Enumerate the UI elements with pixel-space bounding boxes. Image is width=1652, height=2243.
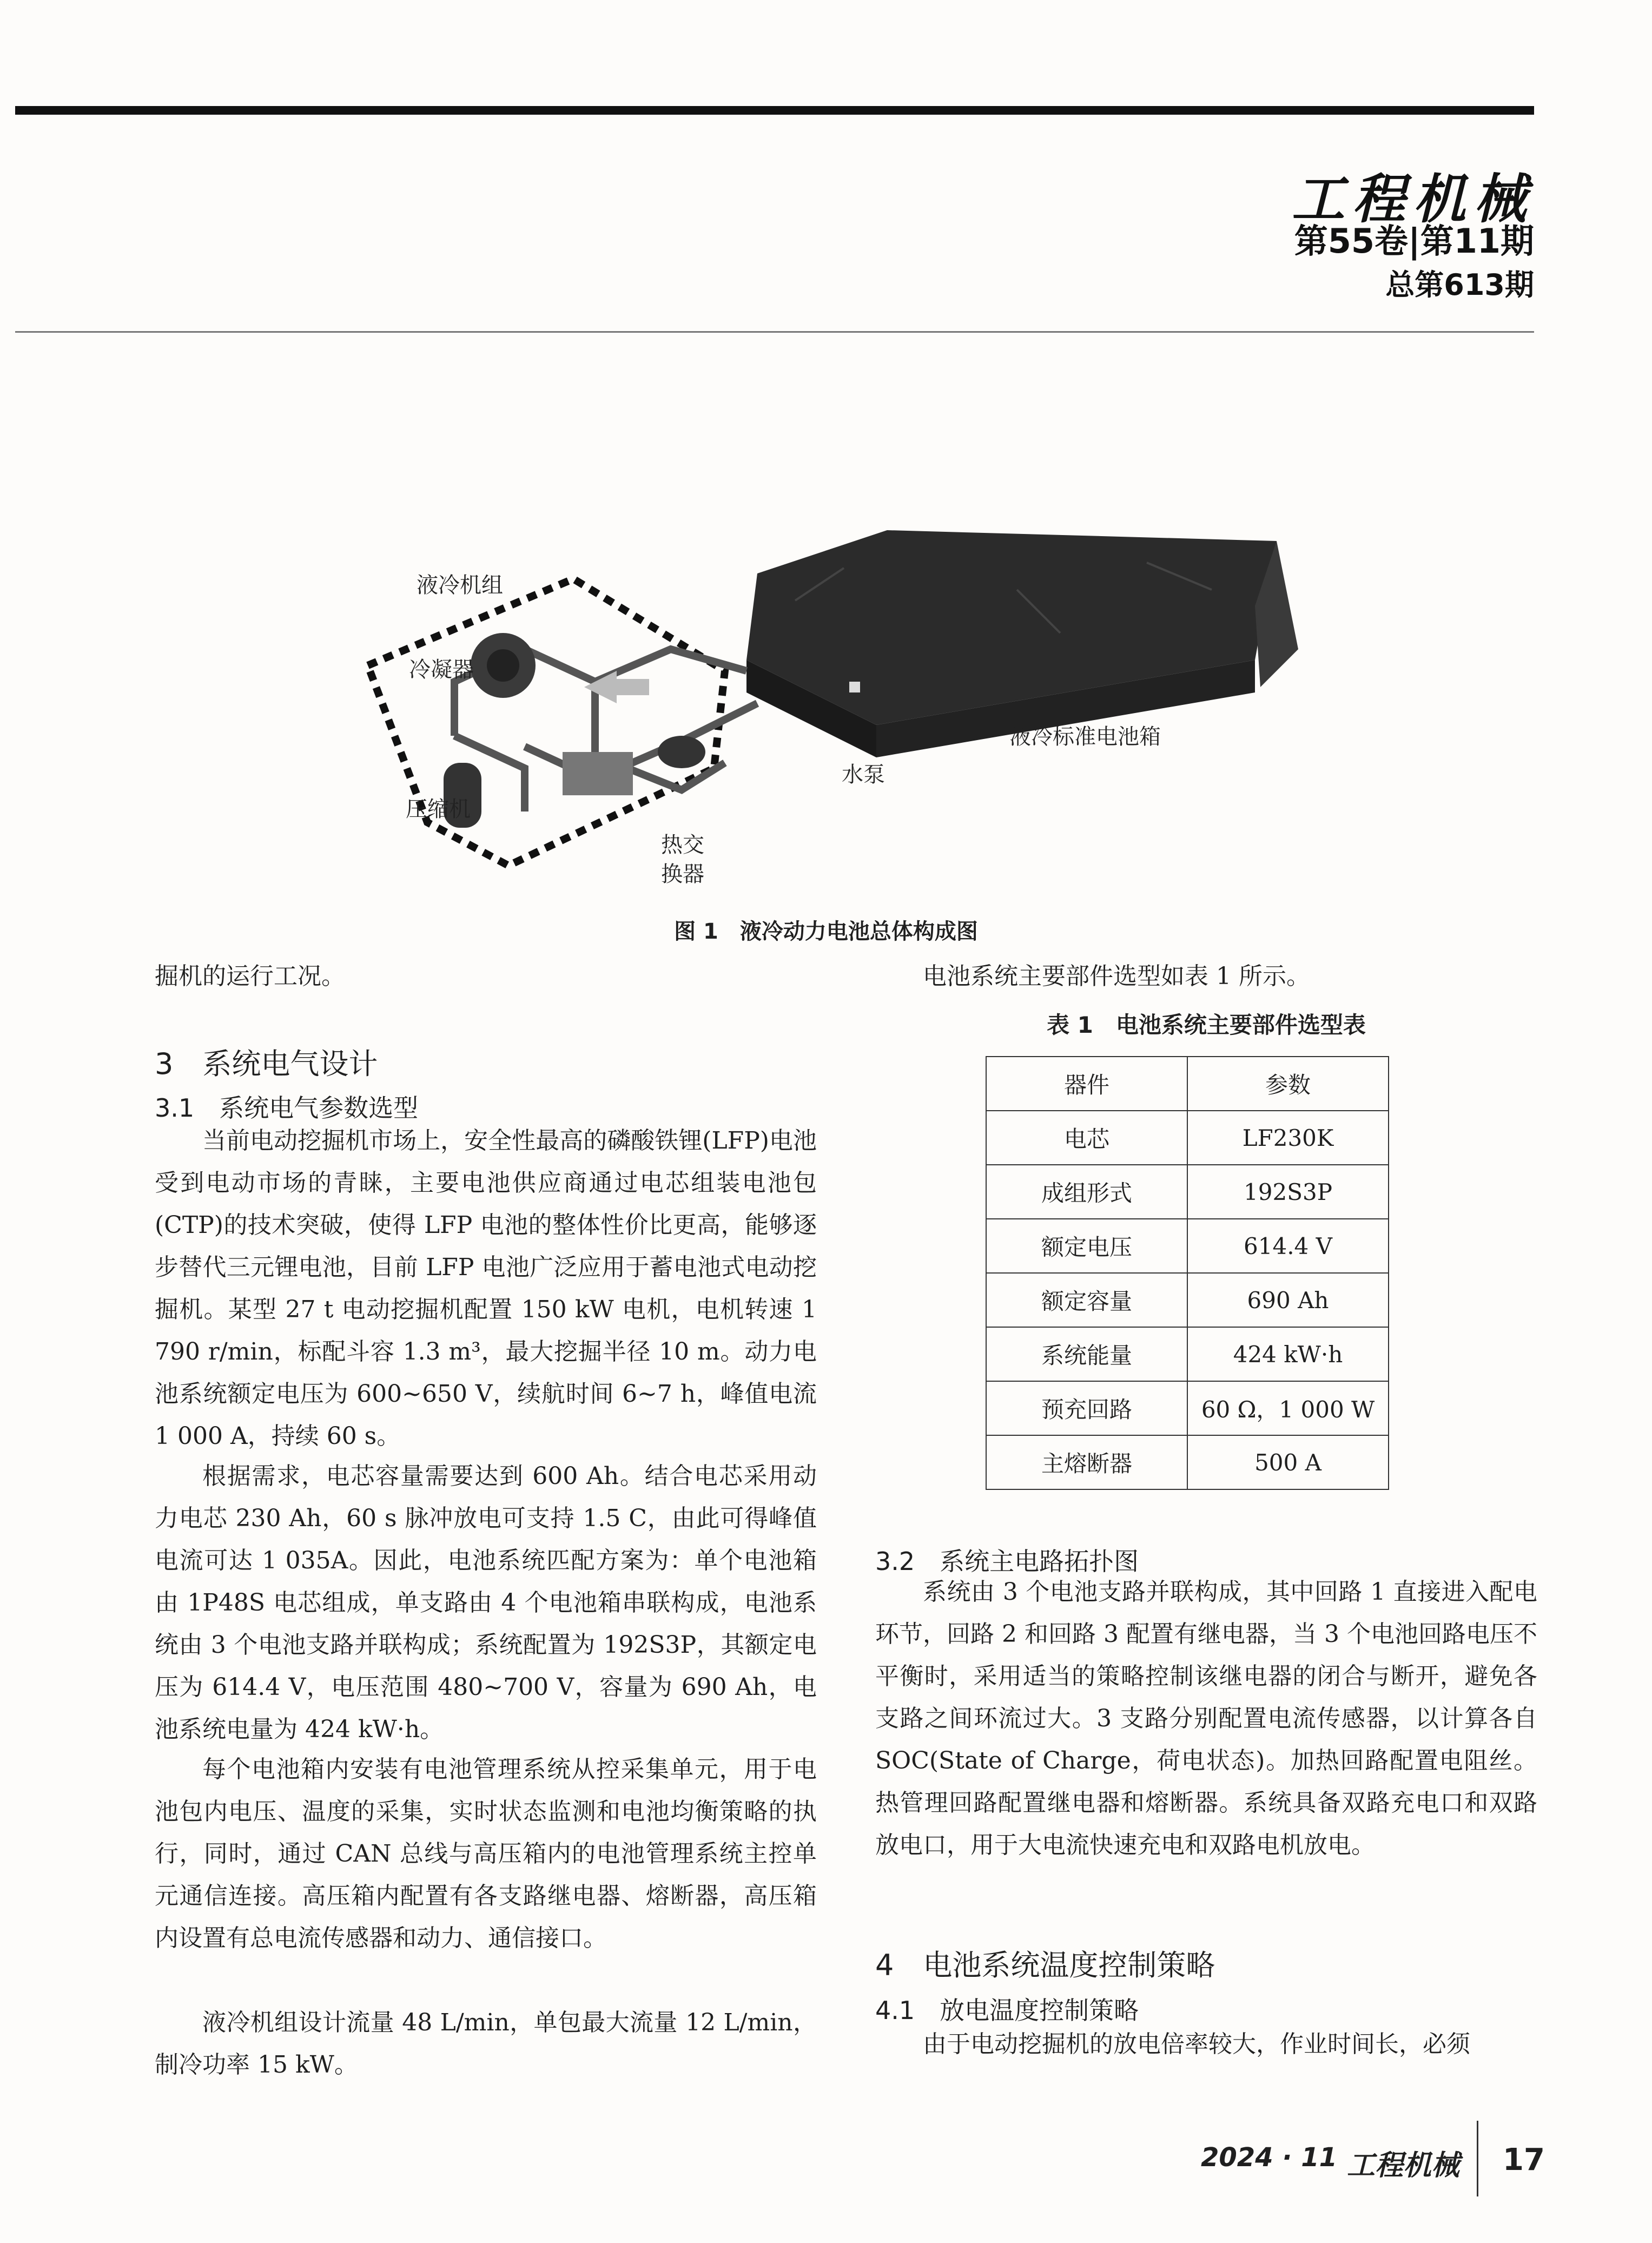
table-row	[986, 1219, 1389, 1273]
label-compressor: 压缩机	[406, 797, 471, 822]
footer-magazine: 工程机械	[1347, 2149, 1460, 2182]
label-chiller-unit: 液冷机组	[417, 573, 503, 598]
figure-battery-system	[346, 509, 1298, 952]
table-cell: 额定电压	[986, 1219, 1187, 1273]
table-header-row	[986, 1057, 1389, 1111]
table-header-cell: 参数	[1187, 1057, 1389, 1111]
table-row	[986, 1273, 1389, 1327]
table-row	[986, 1381, 1389, 1435]
label-heat-exchanger-2: 换器	[661, 862, 704, 887]
heat-exchanger-body	[563, 752, 633, 795]
pump-body	[658, 736, 705, 768]
volume-issue: 第55卷|第11期	[1294, 221, 1534, 261]
left-p3: 每个电池箱内安装有电池管理系统从控采集单元，用于电池包内电压、温度的采集，实时状态监测和电池均衡策略的执行，同时，通过 CAN 总线与高压箱内的电池管理系统主控单元通信连接。高压箱内配置有各支路继电器、熔断器，高压箱内设置有总电流传感器和动力、通信接口。	[155, 1756, 817, 1952]
table-cell: 成组形式	[986, 1165, 1187, 1219]
table-row	[986, 1165, 1389, 1219]
right-p0: 电池系统主要部件选型如表 1 所示。	[923, 962, 1310, 990]
left-p2: 根据需求，电芯容量需要达到 600 Ah。结合电芯采用动力电芯 230 Ah，60 s 脉冲放电可支持 1.5 C，由此可得峰值电流可达 1 035A。因此，电池系统匹配方案为：单个电池箱由 1P48S 电芯组成，单支路由 4 个电池箱串联构成，电池系统由 3 个电池支路并联构成；系统配置为 192S3P，其额定电压为 614.4 V，电压范围 480~700 V，容量为 690 Ah，电池系统电量为 424 kW·h。	[155, 1462, 817, 1743]
label-condenser: 冷凝器	[409, 657, 474, 682]
table-cell: 预充回路	[986, 1381, 1187, 1435]
table-row	[986, 1111, 1389, 1165]
table-cell: 500 A	[1187, 1435, 1389, 1489]
left-p1: 当前电动挖掘机市场上，安全性最高的磷酸铁锂(LFP)电池受到电动市场的青睐，主要电池供应商通过电芯组装电池包(CTP)的技术突破，使得 LFP 电池的整体性价比更高，能够逐步替代三元锂电池，目前 LFP 电池广泛应用于蓄电池式电动挖掘机。某型 27 t 电动挖掘机配置 150 kW 电机，电机转速 1 790 r/min，标配斗容 1.3 m³，最大挖掘半径 10 m。动力电池系统额定电压为 600~650 V，续航时间 6~7 h，峰值电流 1 000 A，持续 60 s。	[155, 1127, 817, 1450]
section-3-heading: 3 系统电气设计	[155, 1047, 378, 1081]
section-3-2-heading: 3.2 系统主电路拓扑图	[875, 1547, 1139, 1576]
table-cell: 614.4 V	[1187, 1219, 1389, 1273]
section-3-1-heading: 3.1 系统电气参数选型	[155, 1093, 419, 1123]
table-row	[986, 1435, 1389, 1489]
journal-title: 工程机械	[1291, 168, 1534, 230]
table-cell: 424 kW·h	[1187, 1327, 1389, 1381]
table-cell: 192S3P	[1187, 1165, 1389, 1219]
table-cell: 系统能量	[986, 1327, 1187, 1381]
label-heat-exchanger-1: 热交	[661, 833, 704, 857]
table-cell: LF230K	[1187, 1111, 1389, 1165]
parts-table	[986, 1056, 1389, 1490]
table-cell: 60 Ω，1 000 W	[1187, 1381, 1389, 1435]
header-rule	[15, 106, 1534, 115]
figure-caption: 图 1 液冷动力电池总体构成图	[674, 919, 978, 944]
right-p2: 由于电动挖掘机的放电倍率较大，作业时间长，必须	[923, 2030, 1470, 2058]
table-cell: 额定容量	[986, 1273, 1187, 1327]
left-p0: 掘机的运行工况。	[155, 962, 345, 990]
section-4-1-heading: 4.1 放电温度控制策略	[875, 1996, 1139, 2025]
table-caption: 表 1 电池系统主要部件选型表	[1047, 1012, 1366, 1038]
total-issue: 总第613期	[1385, 268, 1534, 302]
footer-divider	[1477, 2121, 1478, 2196]
header-divider	[15, 331, 1534, 333]
table-cell: 主熔断器	[986, 1435, 1187, 1489]
section-4-heading: 4 电池系统温度控制策略	[875, 1948, 1215, 1982]
right-p1: 系统由 3 个电池支路并联构成，其中回路 1 直接进入配电环节，回路 2 和回路 3 配置有继电器，当 3 个电池回路电压不平衡时，采用适当的策略控制该继电器的闭合与断开，避免各支路之间环流过大。3 支路分别配置电流传感器，以计算各自 SOC(State of Charge，荷电状态)。加热回路配置电阻丝。热管理回路配置继电器和熔断器。系统具备双路充电口和双路放电口，用于大电流快速充电和双路电机放电。	[875, 1578, 1537, 1859]
table-cell: 电芯	[986, 1111, 1187, 1165]
label-pump: 水泵	[842, 762, 885, 787]
table-row	[986, 1327, 1389, 1381]
left-p4: 液冷机组设计流量 48 L/min，单包最大流量 12 L/min，制冷功率 15 kW。	[155, 2009, 817, 2079]
page-number: 17	[1503, 2142, 1545, 2178]
table-cell: 690 Ah	[1187, 1273, 1389, 1327]
table-header-cell: 器件	[986, 1057, 1187, 1111]
footer-date: 2024 · 11	[1201, 2142, 1338, 2173]
label-battery-box: 液冷标准电池箱	[1009, 724, 1161, 749]
warning-label	[849, 682, 860, 692]
